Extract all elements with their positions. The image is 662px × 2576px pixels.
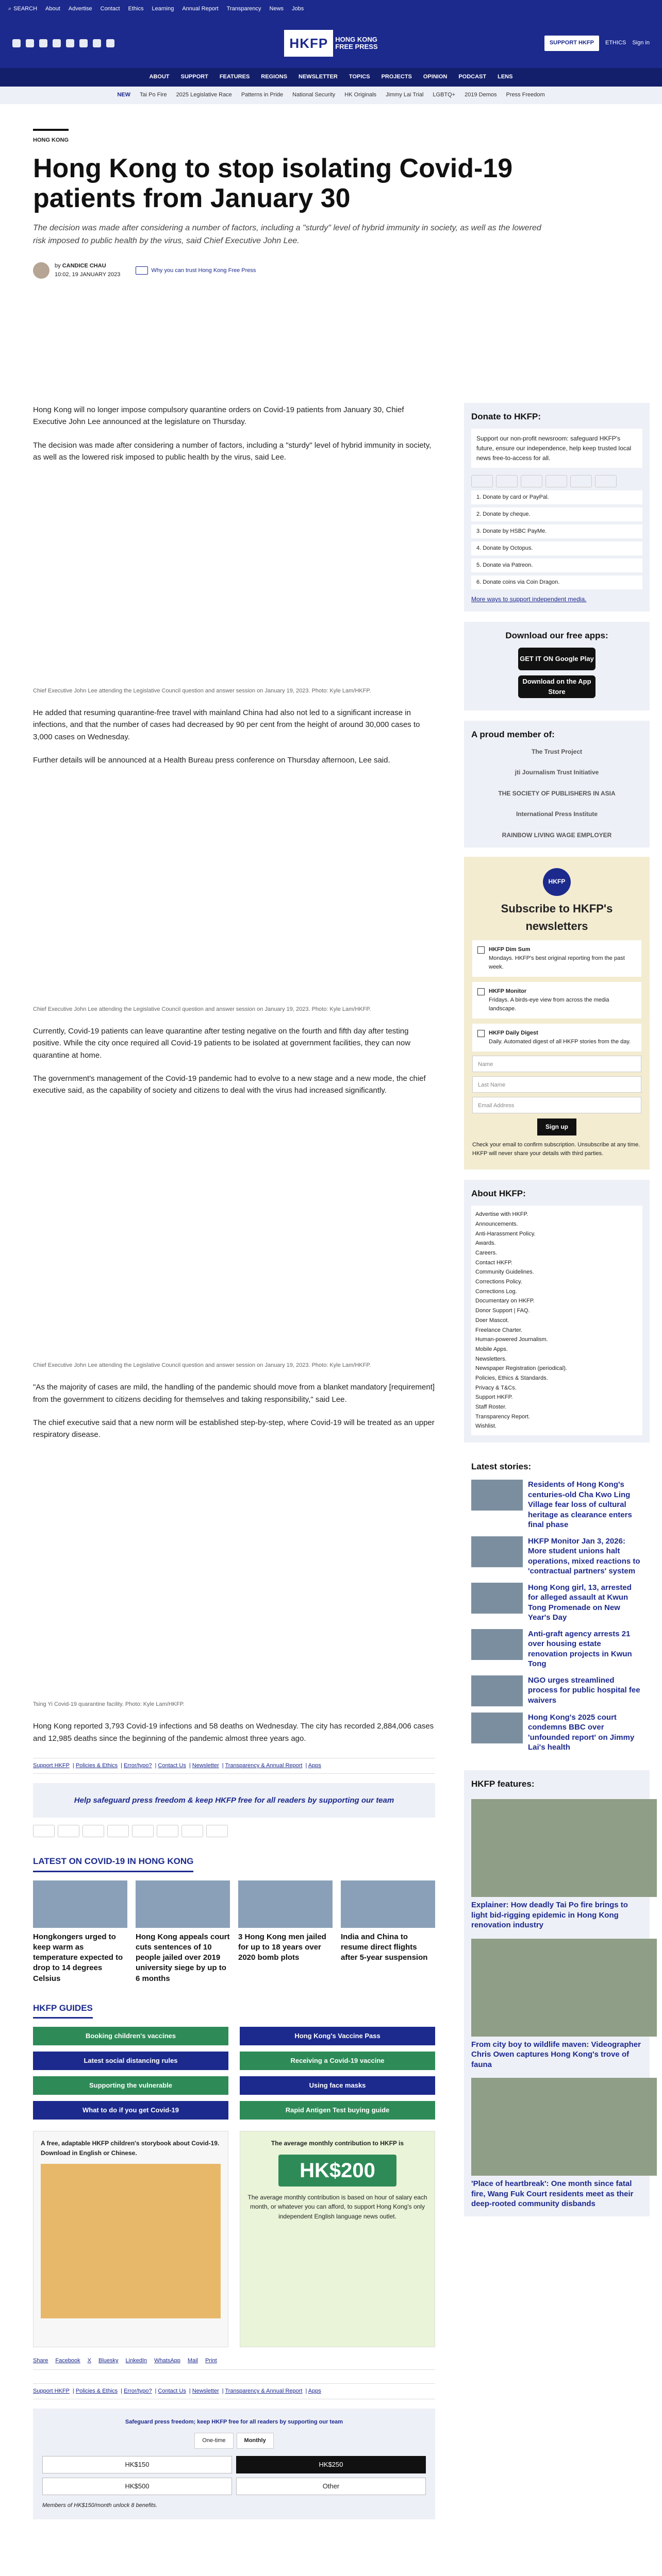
story-image [341, 1880, 435, 1928]
google-play-button[interactable]: GET IT ON Google Play [518, 648, 595, 670]
share-mail[interactable]: Mail [187, 2358, 198, 2364]
story-thumbnail [471, 1536, 523, 1567]
story-thumbnail [471, 1480, 523, 1511]
footer-link[interactable]: Contact Us [158, 2388, 186, 2395]
search-icon: ⌕ [8, 6, 12, 12]
donate-method[interactable]: 5. Donate via Patreon. [471, 558, 642, 572]
about-link[interactable]: Wishlist. [475, 1423, 496, 1430]
one-time-tab[interactable]: One-time [194, 2433, 233, 2449]
share-linkedin[interactable]: LinkedIn [125, 2358, 147, 2364]
name-field[interactable]: Name [472, 1056, 641, 1072]
story-card[interactable]: 3 Hong Kong men jailed for up to 18 years over 2020 bomb plots [238, 1880, 333, 1984]
story-item[interactable] [471, 1713, 642, 1753]
about-link[interactable]: Support HKFP. [475, 1394, 513, 1401]
living-wage-logo[interactable]: RAINBOW LIVING WAGE EMPLOYER [502, 832, 612, 839]
newsletter-option[interactable]: HKFP Daily Digest Daily. Automated digest of all HKFP stories from the day. [472, 1024, 641, 1052]
sidebar [464, 393, 650, 2216]
learning-link[interactable]: Learning [152, 6, 174, 12]
tag-link[interactable]: Tai Po Fire [139, 92, 167, 98]
article-photo [33, 479, 435, 685]
footer-link[interactable]: Support HKFP [33, 1762, 70, 1769]
tag-link[interactable]: 2019 Demos [465, 92, 497, 98]
guide-button[interactable]: Latest social distancing rules [33, 2052, 228, 2070]
about-box: About HKFP: Advertise with HKFP. Announcements. Anti-Harassment Policy. Awards. Careers. Contact HKFP. Community Guidelines. Corrections Policy. Corrections Log. Documentary on HKFP. Donor Support | FAQ. Doer Mascot. Freelance Charter. Human-powered Journalism. Mobile Apps. Newsletters. Newspaper Registration (periodical). Policies, Ethics & Standards. Privacy & T&Cs. Support HKFP. Staff Roster. Transparency Report. Wishlist. [464, 1180, 650, 1443]
about-link[interactable]: Contact HKFP. [475, 1259, 512, 1266]
publish-date: 10:02, 19 JANUARY 2023 [55, 272, 121, 278]
share-whatsapp[interactable]: WhatsApp [154, 2358, 180, 2364]
article-footer-links: Support HKFP | Policies & Ethics | Error/typo? | Contact Us | Newsletter | Transparency & Annual Report | Apps [33, 1758, 435, 1774]
amex-icon [107, 1825, 129, 1837]
tag-link[interactable]: 2025 Legislative Race [176, 92, 232, 98]
nav-about[interactable]: ABOUT [149, 74, 170, 80]
nav-projects[interactable]: PROJECTS [381, 74, 412, 80]
support-banner[interactable]: Help safeguard press freedom & keep HKFP free for all readers by supporting our team [33, 1783, 435, 1818]
guide-button[interactable]: Booking children's vaccines [33, 2027, 228, 2045]
donate-box: Donate to HKFP: Support our non-profit newsroom: safeguard HKFP's future, ensure our independence, help keep trusted local news free-to-access for all. 1. Donate by card or PayPal. 2. Donate by cheque. 3. Donate by HSBC PayMe. 4. Donate by Octopus. 5. Donate via Patreon. 6. Donate coins via Coin Dragon. More ways to support independent media. [464, 403, 650, 612]
site-logo[interactable]: HKFP HONG KONG FREE PRESS [284, 30, 377, 57]
share-label: Share [33, 2358, 48, 2364]
guide-button[interactable]: Hong Kong's Vaccine Pass [240, 2027, 435, 2045]
about-link[interactable]: Freelance Charter. [475, 1327, 523, 1333]
ethics-header-link[interactable]: ETHICS [605, 40, 626, 46]
about-link[interactable]: Careers. [475, 1250, 498, 1256]
member-box: A proud member of: The Trust Project jti Journalism Trust Initiative THE SOCIETY OF PUBLISHERS IN ASIA International Press Institute RAINBOW LIVING WAGE EMPLOYER [464, 721, 650, 847]
tag-link[interactable]: HK Originals [344, 92, 377, 98]
advertise-link[interactable]: Advertise [68, 6, 92, 12]
paragraph: He added that resuming quarantine-free travel with mainland China had also not led to a significant increase in infections, and that the number of cases had decreased by 90 per cent from the height of around 30,000 cases to 3,000 cases on Wednesday. [33, 708, 420, 741]
guide-button[interactable]: Supporting the vulnerable [33, 2076, 228, 2095]
about-link[interactable]: Transparency Report. [475, 1413, 530, 1420]
nav-topics[interactable]: TOPICS [349, 74, 370, 80]
jobs-link[interactable]: Jobs [292, 6, 304, 12]
story-title[interactable]: Residents of Hong Kong's centuries-old Cha Kwo Ling Village fear loss of cultural heritage as clearance enters final phase [528, 1480, 632, 1530]
signin-link[interactable]: Sign in [632, 40, 650, 46]
story-thumbnail [471, 1713, 523, 1743]
main-header [0, 19, 662, 68]
share-x[interactable]: X [87, 2358, 92, 2364]
nav-features[interactable]: FEATURES [219, 74, 250, 80]
story-thumbnail [471, 1675, 523, 1706]
footer-link[interactable]: Policies & Ethics [75, 1762, 118, 1769]
donate-method[interactable]: 3. Donate by HSBC PayMe. [471, 524, 642, 538]
nav-newsletter[interactable]: NEWSLETTER [299, 74, 338, 80]
about-link[interactable]: Privacy & T&Cs. [475, 1384, 517, 1391]
footer-link[interactable]: Policies & Ethics [75, 2388, 118, 2395]
trust-icon [136, 266, 148, 275]
paragraph: The chief executive said that a new norm will be established step-by-step, where Covid-19 will be treated as an upper respiratory disease. [33, 1418, 435, 1439]
photo-caption: Chief Executive John Lee attending the Legislative Council question and answer session on January 19, 2023. Photo: Kyle Lam/HKFP. [33, 1006, 371, 1013]
footer-link[interactable]: Transparency & Annual Report [225, 2388, 303, 2395]
about-link[interactable]: Corrections Log. [475, 1288, 517, 1295]
nav-opinion[interactable]: OPINION [423, 74, 448, 80]
checkbox[interactable] [477, 1030, 485, 1037]
paragraph: Currently, Covid-19 patients can leave quarantine after testing negative on the fourth and fifth day after testing positive. While the city once required all Covid-19 patients to be isolated at government facilities, they can now quarantine at home. [33, 1027, 411, 1060]
amount-option[interactable]: Other [236, 2478, 426, 2495]
promo-row [33, 2131, 435, 2347]
top-utility-bar [0, 0, 662, 19]
nav-regions[interactable]: REGIONS [261, 74, 288, 80]
feature-item[interactable] [471, 1799, 642, 1930]
feature-title[interactable]: 'Place of heartbreak': One month since fatal fire, Wang Fuk Court residents meet as their deep-rooted community disbands [471, 2179, 634, 2209]
share-bluesky[interactable]: Bluesky [98, 2358, 119, 2364]
story-item[interactable] [471, 1583, 642, 1623]
about-link[interactable]: Policies, Ethics & Standards. [475, 1375, 548, 1381]
tag-link[interactable]: LGBTQ+ [433, 92, 456, 98]
story-item[interactable] [471, 1629, 642, 1669]
mastercard-icon [521, 475, 542, 487]
about-link[interactable]: Doer Mascot. [475, 1317, 509, 1324]
about-link[interactable]: Awards. [475, 1240, 496, 1247]
story-title[interactable]: Anti-graft agency arrests 21 over housing estate renovation projects in Kwun Tong [528, 1629, 632, 1669]
footer-link[interactable]: Apps [308, 1762, 321, 1769]
feature-title[interactable]: From city boy to wildlife maven: Videographer Chris Owen captures Hong Kong's trove of fauna [471, 2040, 641, 2069]
checkbox[interactable] [477, 946, 485, 954]
sopa-logo[interactable]: THE SOCIETY OF PUBLISHERS IN ASIA [498, 789, 616, 797]
feature-image [471, 2078, 657, 2176]
article-photo [33, 1456, 435, 1698]
feature-item[interactable] [471, 1939, 642, 2070]
latest-stories: Latest stories: Residents of Hong Kong's centuries-old Cha Kwo Ling Village fear loss of cultural heritage as clearance enters final phase HKFP Monitor Jan 3, 2026: More student unions halt operations, mixed reactions to 'contractual partners' system Hong Kong girl, 13, arrested for alleged assault at Kwun Tong Promenade on New Year's Day Anti-graft agency arrests 21 over housing estate renovation projects in Kwun Tong NGO urges streamlined process for public hospital fee waivers Hong Kong's 2025 court condemns BBC over 'unfounded report' on Jimmy Lai's health [464, 1453, 650, 1760]
nav-support[interactable]: SUPPORT [180, 74, 208, 80]
donation-widget: Safeguard press freedom; keep HKFP free for all readers by supporting our team One-time Monthly HK$150 HK$250 HK$500 Other Members of HK$150/month unlock 8 benefits. [33, 2409, 435, 2519]
story-image [33, 1880, 127, 1928]
feature-image [471, 1799, 657, 1897]
paragraph: Hong Kong will no longer impose compulsory quarantine orders on Covid-19 patients from January 30, Chief Executive John Lee announced at the legislature on Thursday. [33, 405, 404, 427]
app-store-button[interactable]: Download on the App Store [518, 675, 595, 698]
hkfp-badge: HKFP [543, 868, 571, 896]
paragraph: Further details will be announced at a Health Bureau press conference on Thursday afternoon, Lee said. [33, 755, 390, 765]
about-link[interactable]: Human-powered Journalism. [475, 1336, 548, 1343]
guide-button[interactable]: Rapid Antigen Test buying guide [240, 2101, 435, 2120]
nav-lens[interactable]: LENS [498, 74, 513, 80]
share-facebook[interactable]: Facebook [55, 2358, 80, 2364]
story-item[interactable] [471, 1480, 642, 1530]
story-card[interactable]: Hong Kong appeals court cuts sentences of 10 people jailed over 2019 university siege by up to 6 months [136, 1880, 230, 1984]
youtube-icon[interactable] [53, 39, 61, 47]
share-print[interactable]: Print [205, 2358, 217, 2364]
story-thumbnail [471, 1583, 523, 1614]
mastercard-icon [82, 1825, 104, 1837]
visa-icon [58, 1825, 79, 1837]
tag-link[interactable]: Jimmy Lai Trial [386, 92, 424, 98]
rss-icon[interactable] [93, 39, 101, 47]
about-link[interactable]: Community Guidelines. [475, 1269, 534, 1276]
amex-icon [545, 475, 567, 487]
article-headline: Hong Kong to stop isolating Covid-19 patients from January 30 [33, 154, 513, 214]
article-category[interactable]: HONG KONG [33, 129, 69, 145]
newsletter-option[interactable]: HKFP Monitor Fridays. A birds-eye view from across the media landscape. [472, 982, 641, 1019]
story-card[interactable]: Hongkongers urged to keep warm as temperature expected to drop to 14 degrees Celsius [33, 1880, 127, 1984]
paragraph: The government's management of the Covid-19 pandemic had to evolve to a new stage and a new mode, the chief executive said, as the capability of society and citizens to deal with the virus had increased significantly. [33, 1074, 426, 1095]
about-link[interactable]: Advertise with HKFP. [475, 1211, 528, 1218]
trust-project-logo[interactable]: The Trust Project [531, 748, 583, 755]
story-card[interactable]: India and China to resume direct flights after 5-year suspension [341, 1880, 435, 1984]
photo-caption: Chief Executive John Lee attending the Legislative Council question and answer session on January 19, 2023. Photo: Kyle Lam/HKFP. [33, 688, 371, 694]
nav-podcast[interactable]: PODCAST [458, 74, 487, 80]
ipi-logo[interactable]: International Press Institute [516, 810, 598, 818]
amount-option[interactable]: HK$250 [236, 2456, 426, 2473]
unionpay-icon [132, 1825, 154, 1837]
byline: by CANDICE CHAU 10:02, 19 JANUARY 2023 Why you can trust Hong Kong Free Press [33, 262, 626, 279]
instagram-icon[interactable] [39, 39, 47, 47]
latest-covid-cards [33, 1880, 435, 1984]
apps-box: Download our free apps: GET IT ON Google Play Download on the App Store [464, 622, 650, 710]
support-hkfp-button[interactable]: SUPPORT HKFP [544, 36, 599, 50]
paragraph: "As the majority of cases are mild, the handling of the pandemic should move from a blanket mandatory [requirement] from the government to citizens deciding for themselves and taking responsibility," said Lee. [33, 1383, 435, 1404]
footer-link[interactable]: Newsletter [192, 1762, 219, 1769]
social-icons [12, 39, 198, 47]
donate-method[interactable]: 6. Donate coins via Coin Dragon. [471, 575, 642, 589]
newsletter-box: HKFP Subscribe to HKFP's newsletters HKFP Dim Sum Mondays. HKFP's best original reporting from the past week. HKFP Monitor Fridays. A birds-eye view from across the media landscape. HKFP Daily Digest Daily. Automated digest of all HKFP stories from the day. Name Last Name Email Address Sign up Check your email to confirm subscription. Unsubscribe at any time. HKFP will never share your details with third parties. [464, 857, 650, 1170]
paypal-icon [33, 1825, 55, 1837]
guides-grid [33, 2027, 435, 2120]
signup-button[interactable]: Sign up [537, 1118, 576, 1136]
contact-link[interactable]: Contact [100, 6, 120, 12]
paypal-icon [471, 475, 493, 487]
about-link[interactable]: Staff Roster. [475, 1404, 507, 1410]
new-label: NEW [117, 92, 130, 98]
donate-method[interactable]: 4. Donate by Octopus. [471, 541, 642, 555]
guide-button[interactable]: What to do if you get Covid-19 [33, 2101, 228, 2120]
feature-image [471, 1939, 657, 2037]
paragraph: Hong Kong reported 3,793 Covid-19 infections and 58 deaths on Wednesday. The city has recorded 2,884,006 cases and 12,985 deaths since the beginning of the pandemic almost three years ago. [33, 1722, 434, 1743]
latest-covid-heading: LATEST ON COVID-19 IN HONG KONG [33, 1855, 193, 1872]
facebook-icon[interactable] [12, 39, 21, 47]
about-link[interactable]: Announcements. [475, 1221, 518, 1227]
payme-icon [595, 475, 617, 487]
transparency-link[interactable]: Transparency [226, 6, 261, 12]
photo-caption: Chief Executive John Lee attending the Legislative Council question and answer session on January 19, 2023. Photo: Kyle Lam/HKFP. [33, 1362, 371, 1369]
feature-title[interactable]: Explainer: How deadly Tai Po fire brings to light bid-rigging epidemic in Hong Kong renovation industry [471, 1901, 628, 1930]
tag-link[interactable]: National Security [292, 92, 336, 98]
guide-button[interactable]: Using face masks [240, 2076, 435, 2095]
article-photo [33, 782, 435, 1003]
news-link[interactable]: News [269, 6, 284, 12]
jti-logo[interactable]: jti Journalism Trust Initiative [515, 769, 599, 776]
payment-logos [471, 475, 642, 487]
threads-icon[interactable] [66, 39, 74, 47]
footer-link[interactable]: Newsletter [192, 2388, 219, 2395]
article-standfirst: The decision was made after considering a number of factors, including a "sturdy" level of hybrid immunity in society, as well as the lowered risk imposed to public health by the virus, said Chief Executive John Lee. [33, 223, 541, 245]
story-title[interactable]: HKFP Monitor Jan 3, 2026: More student unions halt operations, mixed reactions to 'contractual partners' system [528, 1536, 640, 1576]
footer-link[interactable]: Transparency & Annual Report [225, 1762, 303, 1769]
paragraph: The decision was made after considering a number of factors, including a "sturdy" level of hybrid immunity in society, as well as the lowered risk imposed to public health by the virus, said Lee. [33, 440, 432, 462]
about-link[interactable]: Newsletters. [475, 1355, 507, 1362]
donate-method[interactable]: 1. Donate by card or PayPal. [471, 490, 642, 504]
story-item[interactable] [471, 1675, 642, 1706]
story-image [136, 1880, 230, 1928]
footer-link[interactable]: Error/typo? [124, 2388, 152, 2395]
amount-option[interactable]: HK$500 [42, 2478, 232, 2495]
story-title[interactable]: Hong Kong's 2025 court condemns BBC over 'unfounded report' on Jimmy Lai's health [528, 1713, 635, 1752]
contribution-promo[interactable]: The average monthly contribution to HKFP is HK$200 The average monthly contribution is based on hour of salary each month, or whatever you can afford, to support Hong Kong's only independent English language news outlet. [240, 2131, 435, 2347]
story-title[interactable]: NGO urges streamlined process for public hospital fee waivers [528, 1675, 640, 1705]
payme-icon [157, 1825, 178, 1837]
storybook-promo[interactable]: A free, adaptable HKFP children's storybook about Covid-19. Download in English or Chinese. [33, 2131, 228, 2347]
photo-caption: Tsing Yi Covid-19 quarantine facility. Photo: Kyle Lam/HKFP. [33, 1701, 185, 1708]
feature-item[interactable] [471, 2078, 642, 2209]
main-nav [0, 68, 662, 87]
visa-icon [496, 475, 518, 487]
footer-link[interactable]: Error/typo? [124, 1762, 152, 1769]
tag-link[interactable]: Patterns in Pride [241, 92, 284, 98]
guide-button[interactable]: Receiving a Covid-19 vaccine [240, 2052, 435, 2070]
article-photo [33, 1112, 435, 1359]
annual-report-link[interactable]: Annual Report [182, 6, 219, 12]
features-box: HKFP features: Explainer: How deadly Tai Po fire brings to light bid-rigging epidemic in Hong Kong renovation industry From city boy to wildlife maven: Videographer Chris Owen captures Hong Kong's trove of fauna 'Place of heartbreak': One month since fatal fire, Wang Fuk Court residents meet as their deep-rooted community disbands [464, 1770, 650, 2216]
last-name-field[interactable]: Last Name [472, 1076, 641, 1093]
newsletter-option[interactable]: HKFP Dim Sum Mondays. HKFP's best original reporting from the past week. [472, 940, 641, 977]
about-link[interactable]: Donor Support | FAQ. [475, 1308, 530, 1314]
bluesky-icon[interactable] [79, 39, 88, 47]
linkedin-icon[interactable] [106, 39, 114, 47]
footer-link[interactable]: Support HKFP [33, 2388, 70, 2395]
tag-link[interactable]: Press Freedom [506, 92, 545, 98]
unionpay-icon [570, 475, 592, 487]
about-link[interactable]: Documentary on HKFP. [475, 1298, 535, 1304]
share-bar [33, 2357, 435, 2370]
patreon-icon [206, 1825, 228, 1837]
footer-link[interactable]: Contact Us [158, 1762, 186, 1769]
email-field[interactable]: Email Address [472, 1097, 641, 1113]
checkbox[interactable] [477, 988, 485, 995]
octopus-icon [181, 1825, 203, 1837]
about-link[interactable]: Newspaper Registration (periodical). [475, 1365, 567, 1372]
amount-option[interactable]: HK$150 [42, 2456, 232, 2473]
monthly-tab[interactable]: Monthly [237, 2433, 274, 2449]
article-body [33, 393, 435, 2519]
trust-link[interactable]: Why you can trust Hong Kong Free Press [136, 266, 256, 275]
trending-tags [0, 87, 662, 104]
author-name[interactable]: CANDICE CHAU [62, 263, 106, 269]
more-ways-link[interactable]: More ways to support independent media. [471, 596, 587, 603]
search-link[interactable]: ⌕ SEARCH [8, 5, 37, 13]
x-icon[interactable] [26, 39, 34, 47]
guides-heading: HKFP GUIDES [33, 2002, 93, 2019]
author-avatar [33, 262, 49, 279]
about-link[interactable]: Corrections Policy. [475, 1279, 522, 1285]
story-image [238, 1880, 333, 1928]
payment-logos [33, 1825, 435, 1837]
donate-method[interactable]: 2. Donate by cheque. [471, 507, 642, 521]
storybook-image [41, 2164, 221, 2318]
story-title[interactable]: Hong Kong girl, 13, arrested for alleged assault at Kwun Tong Promenade on New Year's Day [528, 1583, 632, 1622]
article-footer-links: Support HKFP | Policies & Ethics | Error/typo? | Contact Us | Newsletter | Transparency & Annual Report | Apps [33, 2383, 435, 2399]
about-link[interactable]: About [45, 6, 60, 12]
ethics-link[interactable]: Ethics [128, 6, 144, 12]
story-thumbnail [471, 1629, 523, 1660]
about-link[interactable]: Anti-Harassment Policy. [475, 1230, 536, 1237]
footer-link[interactable]: Apps [308, 2388, 321, 2395]
about-link[interactable]: Mobile Apps. [475, 1346, 508, 1352]
story-item[interactable] [471, 1536, 642, 1577]
